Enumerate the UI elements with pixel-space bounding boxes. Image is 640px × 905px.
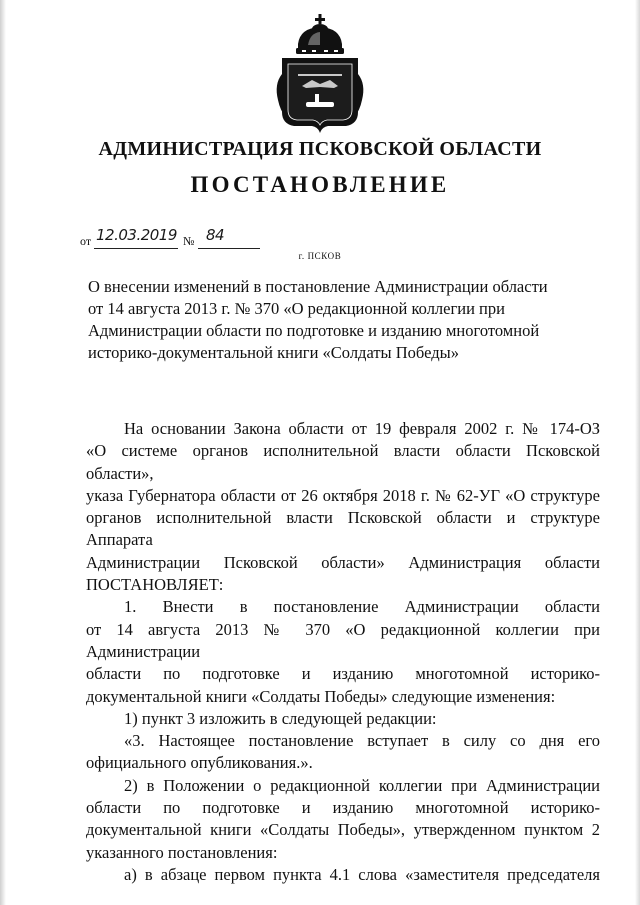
scan-edge-left xyxy=(0,0,6,905)
body-line: указа Губернатора области от 26 октября 2018 г. № 62-УГ «О структуре xyxy=(86,485,600,505)
subject-line: от 14 августа 2013 г. № 370 «О редакционной коллегии при xyxy=(88,299,505,318)
date-underline xyxy=(94,248,178,249)
date-prefix: от xyxy=(80,234,92,248)
body-line: органов исполнительной власти Псковской области и структуре Аппарата xyxy=(86,508,600,550)
city-label: г. ПСКОВ xyxy=(298,251,342,261)
body-line: официального опубликования.». xyxy=(86,753,313,773)
subject-line: О внесении изменений в постановление Администрации области xyxy=(88,277,548,296)
body-line: Администрации Псковской области» Администрация области xyxy=(86,552,600,572)
number-prefix: № xyxy=(183,234,195,248)
body-line: 2) в Положении о редакционной коллегии при Администрации xyxy=(124,775,600,795)
body-line: «3. Настоящее постановление вступает в силу со дня его xyxy=(124,731,600,751)
body-line: «О системе органов исполнительной власти области Псковской области», xyxy=(86,441,600,483)
body-line: На основании Закона области от 19 февраля 2002 г. № 174-ОЗ xyxy=(124,419,600,438)
body-line: от 14 августа 2013 № 370 «О редакционной коллегии при Администрации xyxy=(86,619,600,661)
subject-line: Администрации области по подготовке и изданию многотомной xyxy=(88,321,540,340)
body-line: документальной книги «Солдаты Победы» следующие изменения: xyxy=(86,686,556,706)
body-line: области по подготовке и изданию многотомной историко- xyxy=(86,664,600,684)
date-number-line xyxy=(80,226,280,250)
subject-heading xyxy=(88,276,558,364)
date-handwritten: 12.03.2019 xyxy=(96,226,177,244)
resolution-body xyxy=(86,418,600,886)
number-underline xyxy=(198,248,260,249)
number-handwritten: 84 xyxy=(206,226,225,244)
agency-title: АДМИНИСТРАЦИЯ ПСКОВСКОЙ ОБЛАСТИ xyxy=(98,138,542,160)
scan-edge-right xyxy=(635,0,640,905)
body-line: указанного постановления: xyxy=(86,842,278,862)
subject-line: историко-документальной книги «Солдаты Победы» xyxy=(88,343,459,362)
coat-of-arms-emblem xyxy=(268,14,372,134)
body-line: области по подготовке и изданию многотомной историко- xyxy=(86,798,600,818)
document-type-title: ПОСТАНОВЛЕНИЕ xyxy=(190,172,450,197)
body-line: 1. Внести в постановление Администрации области xyxy=(124,597,600,617)
body-line: 1) пункт 3 изложить в следующей редакции: xyxy=(124,708,437,728)
body-line: ПОСТАНОВЛЯЕТ: xyxy=(86,575,224,595)
body-line: документальной книги «Солдаты Победы», утвержденном пунктом 2 xyxy=(86,820,600,840)
body-line: а) в абзаце первом пункта 4.1 слова «заместителя председателя xyxy=(124,864,600,884)
